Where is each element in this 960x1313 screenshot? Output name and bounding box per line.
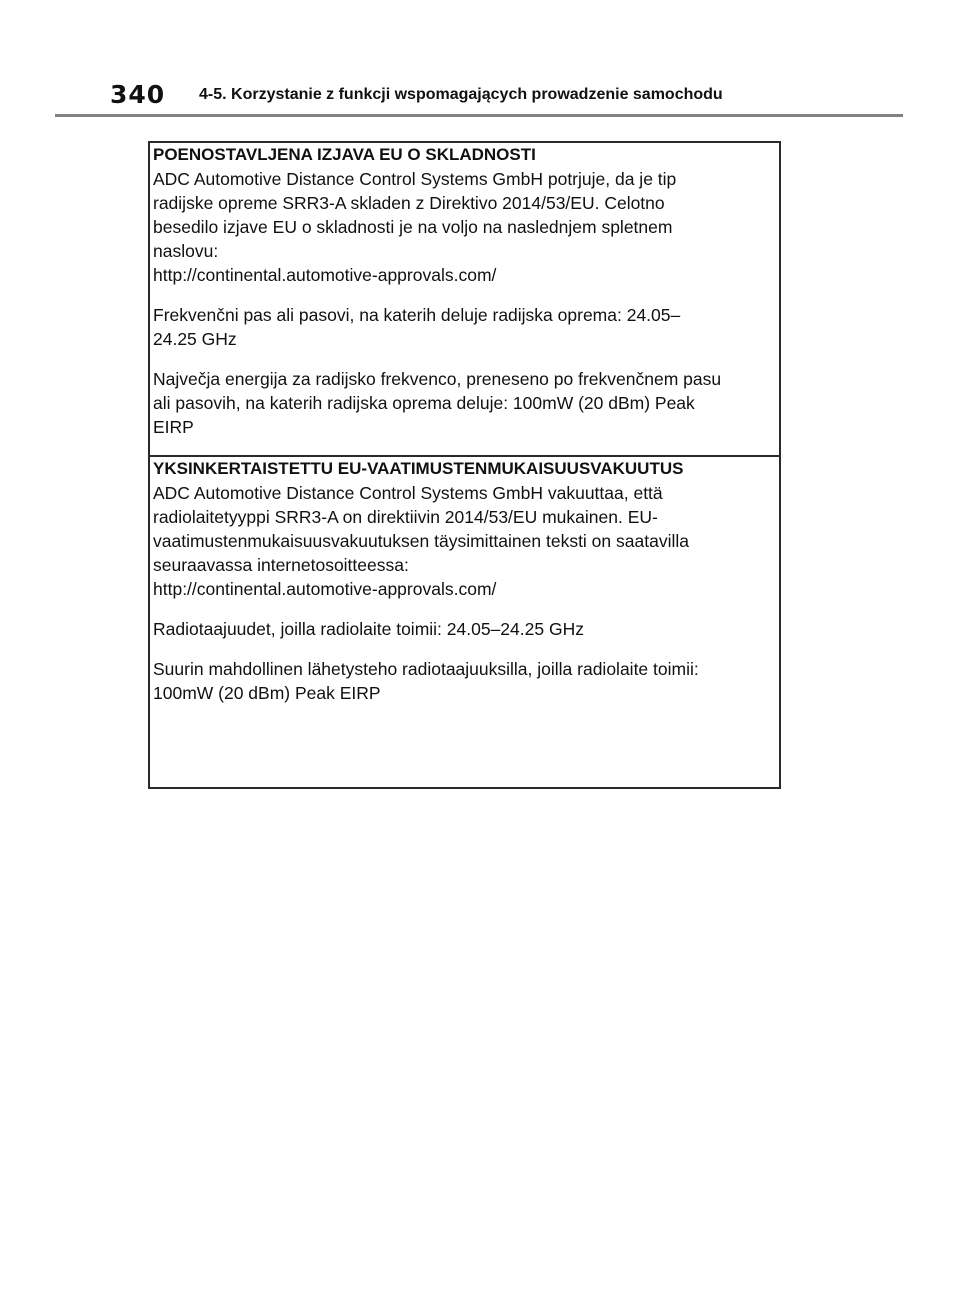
slovenian-power-line: EIRP [153,417,194,437]
finnish-power-line: 100mW (20 dBm) Peak EIRP [153,683,381,703]
slovenian-heading: POENOSTAVLJENA IZJAVA EU O SKLADNOSTI [153,145,536,164]
declaration-box [148,141,781,789]
slovenian-power-line: ali pasovih, na katerih radijska oprema deluje: 100mW (20 dBm) Peak [153,393,695,413]
slovenian-line: ADC Automotive Distance Control Systems GmbH potrjuje, da je tip [153,169,677,189]
slovenian-frequency-line: Frekvenčni pas ali pasovi, na katerih deluje radijska oprema: 24.05– [153,305,681,325]
paragraph-gap [153,351,779,367]
finnish-declaration [150,455,779,787]
paragraph-gap [153,287,779,303]
finnish-line: ADC Automotive Distance Control Systems GmbH vakuuttaa, että [153,483,663,503]
slovenian-declaration [150,143,779,455]
finnish-line: vaatimustenmukaisuusvakuutuksen täysimittainen teksti on saatavilla [153,531,689,551]
slovenian-power-line: Največja energija za radijsko frekvenco, preneseno po frekvenčnem pasu [153,369,722,389]
header-divider [55,114,903,117]
slovenian-frequency-line: 24.25 GHz [153,329,237,349]
slovenian-line: naslovu: [153,241,219,261]
finnish-heading: YKSINKERTAISTETTU EU-VAATIMUSTENMUKAISUUSVAKUUTUS [153,459,684,478]
slovenian-url: http://continental.automotive-approvals.com/ [153,265,497,285]
finnish-frequency-line: Radiotaajuudet, joilla radiolaite toimii: 24.05–24.25 GHz [153,619,584,639]
finnish-power-line: Suurin mahdollinen lähetysteho radiotaajuuksilla, joilla radiolaite toimii: [153,659,699,679]
page-number: 340 [110,80,166,109]
finnish-line: radiolaitetyyppi SRR3-A on direktiivin 2014/53/EU mukainen. EU- [153,507,658,527]
slovenian-line: radijske opreme SRR3-A skladen z Direktivo 2014/53/EU. Celotno [153,193,665,213]
paragraph-gap [153,641,779,657]
page-header [110,80,910,110]
slovenian-line: besedilo izjave EU o skladnosti je na voljo na naslednjem spletnem [153,217,673,237]
finnish-line: seuraavassa internetosoitteessa: [153,555,409,575]
section-title: 4-5. Korzystanie z funkcji wspomagających prowadzenie samochodu [199,86,723,103]
paragraph-gap [153,601,779,617]
finnish-url: http://continental.automotive-approvals.com/ [153,579,497,599]
